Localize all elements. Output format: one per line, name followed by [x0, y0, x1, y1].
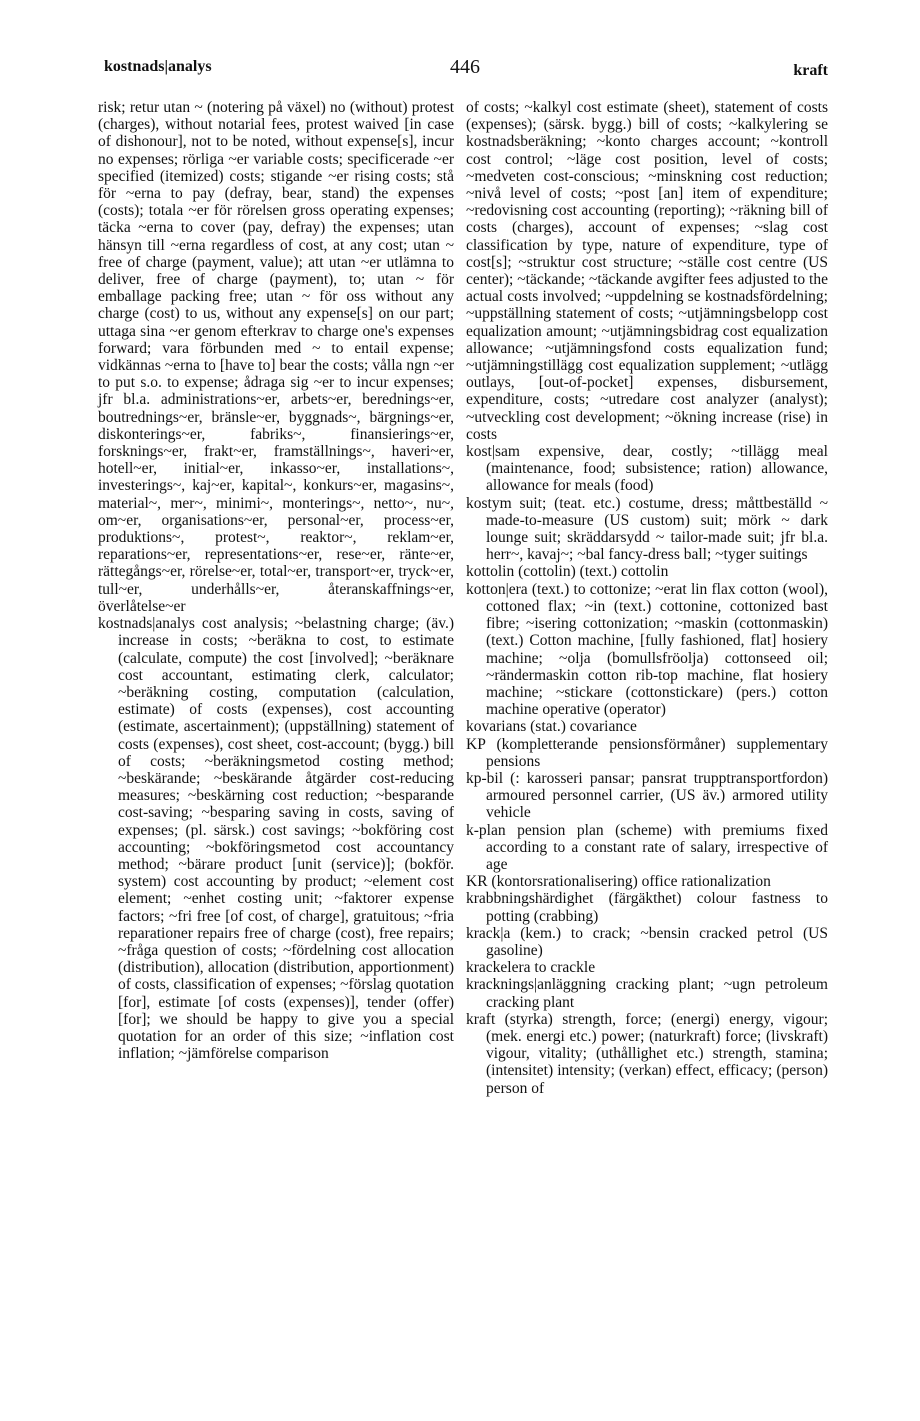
- right-column: [466, 99, 828, 1097]
- dictionary-entry: k-plan pension plan (scheme) with premiums fixed according to a constant rate of salary, irrespective of age: [466, 821, 828, 873]
- dictionary-entry: kp-bil (: karosseri pansar; pansrat trupptransportfordon) armoured personnel carrier, (US äv.) armored utility vehicle: [466, 769, 828, 822]
- dictionary-entry: kottolin (cottolin) (text.) cottolin: [466, 563, 669, 581]
- right-guide-word: kraft: [793, 62, 828, 79]
- left-column: [98, 99, 454, 1062]
- left-guide-word: kostnads|analys: [104, 58, 212, 75]
- dictionary-entry: kost|sam expensive, dear, costly; ~tillägg meal (maintenance, food; subsistence; ration) allowance, allowance for meals (food): [466, 443, 828, 495]
- dictionary-entry: KR (kontorsrationalisering) office rationalization: [466, 873, 771, 891]
- dictionary-entry: kostym suit; (teat. etc.) costume, dress; måttbeställd ~ made-to-measure (US custom) suit; mörk ~ dark lounge suit; skräddarsydd ~ tailor-made suit; jfr bl.a. herr~, kavaj~; ~bal fancy-dress ball; ~tyger suitings: [466, 494, 828, 564]
- dictionary-entry: krackelera to crackle: [466, 959, 596, 977]
- continued-entry: of costs; ~kalkyl cost estimate (sheet), statement of costs (expenses); (särsk. bygg.) bill of costs; ~kalkylering se kostnadsberäkning; ~konto charges account; ~kontroll cost control; ~läge cost position, level of costs; ~medveten cost-conscious; ~minskning cost reduction; ~nivå level of costs; ~post [an] item of expenditure; ~redovisning cost accounting (reporting); ~räkning bill of costs (charges), account of expenses; ~slag cost classification by type, nature of expenditure, type of cost[s]; ~struktur cost structure; ~ställe cost centre (US center); ~täckande; ~täckande avgifter fees adjusted to the actual costs involved; ~uppdelning se kostnadsfördelning; ~uppställning statement of costs; ~utjämningsbelopp cost equalization amount; ~utjämningsbidrag cost equalization allowance; ~utjämningsfond costs equalization fund; ~utjämningstillägg cost equalization supplement; ~utlägg outlays, [out-of-pocket] expenses, disbursement, expenditure, costs; ~utredare cost analyzer (analyst); ~utveckling cost development; ~ökning increase (rise) in costs: [466, 99, 828, 443]
- dictionary-entry: kotton|era (text.) to cottonize; ~erat lin flax cotton (wool), cottoned flax; ~in (text.) cottonine, cottonized bast fibre; ~isering cottonization; ~maskin (cottonmaskin) (text.) Cotton machine, [fully fashioned, flat] hosiery machine; ~olja (bomullsfröolja) cottonseed oil; ~rändermaskin cotton rib-top machine, flat hosiery machine; ~stickare (cottonstickare) (pers.) cotton machine operative (operator): [466, 580, 828, 719]
- dictionary-entry: kostnads|analys cost analysis; ~belastning charge; (äv.) increase in costs; ~beräkna to cost, to estimate (calculate, compute) the cost [involved]; ~beräknare cost accountant, estimating clerk, calculator; ~beräkning costing, computation (calculation, estimate) of costs (expenses), cost accounting (estimate, ascertainment); (uppställning) statement of costs (expenses), cost sheet, cost-account; (bygg.) bill of costs; ~beräkningsmetod costing method; ~beskärande; ~beskärande åtgärder cost-reducing measures; ~beskärning cost reduction; ~besparande cost-saving; ~besparing saving in costs, saving of expenses; (pl. särsk.) cost savings; ~bokföring cost accounting; ~bokföringsmetod cost accountancy method; ~bärare product [unit (service)]; (bokför. system) cost accounting by product; ~element cost element; ~enhet costing unit; ~faktorer expense factors; ~fri free [of cost, of charge], gratuitous; ~fria reparationer repairs free of charge (cost), free repairs; ~fråga question of costs; ~fördelning cost allocation (distribution), allocation (distribution, apportionment) of costs, classification of expenses; ~förslag quotation [for], estimate [of costs (expenses)], tender (offer) [for]; we should be happy to give you a special quotation for an order of this size; ~inflation cost inflation; ~jämförelse comparison: [98, 615, 454, 1063]
- continued-entry: risk; retur utan ~ (notering på växel) no (without) protest (charges), without notarial fees, protest waived [in case of dishonour], not to be noted, without expense[s], incur no expenses; rörliga ~er variable costs; specificerade ~er specified (itemized) costs; stigande ~er rising costs; stå för ~erna to pay (defray, bear, stand) the expenses (costs); totala ~er för rörelsen gross operating expenses; täcka ~erna to cover (pay, defray) the expenses; utan hänsyn till ~erna regardless of cost, at any cost; utan ~ free of charge (payment, value); att utan ~er utlämna to deliver, free of charge (payment), to; utan ~ för emballage packing free; utan ~ för oss without any charge (cost) to us, without any expense[s] on our part; uttaga sina ~er genom efterkrav to charge one's expenses forward; vara förbunden med ~ to entail expense; vidkännas ~erna to [have to] bear the costs; vålla ngn ~er to put s.o. to expense; ådraga sig ~er to incur expenses; jfr bl.a. administrations~er, arbets~er, berednings~er, boutrednings~er, bränsle~er, byggnads~, bärgnings~er, diskonterings~er, fabriks~, finansierings~er, forsknings~er, frakt~er, framställnings~, haveri~er, hotell~er, initial~er, inkasso~er, installations~, investerings~, kaj~er, kapital~, konkurs~er, magasins~, material~, mer~, minimi~, monterings~, netto~, nu~, om~er, organisations~er, personal~er, process~er, produktions~, protest~, reaktor~, reklam~er, reparations~er, representations~er, rese~er, ränte~er, rättegångs~er, rörelse~er, total~er, transport~er, tryck~er, tull~er, underhålls~er, återanskaffnings~er, överlåtelse~er: [98, 99, 454, 615]
- dictionary-entry: kracknings|anläggning cracking plant; ~ugn petroleum cracking plant: [466, 976, 828, 1011]
- dictionary-entry: krack|a (kem.) to crack; ~bensin cracked petrol (US gasoline): [466, 924, 828, 959]
- dictionary-entry: kraft (styrka) strength, force; (energi) energy, vigour; (mek. energi etc.) power; (naturkraft) force; (livskraft) vigour, vitality; (uthållighet etc.) strength, stamina; (intensitet) intensity; (verkan) effect, efficacy; (person) person of: [466, 1010, 828, 1097]
- dictionary-entry: krabbningshärdighet (färgäkthet) colour fastness to potting (crabbing): [466, 890, 828, 925]
- page-header: [0, 56, 920, 86]
- dictionary-entry: KP (kompletterande pensionsförmåner) supplementary pensions: [466, 735, 828, 770]
- dictionary-entry: kovarians (stat.) covariance: [466, 718, 637, 736]
- page-number: 446: [450, 56, 480, 78]
